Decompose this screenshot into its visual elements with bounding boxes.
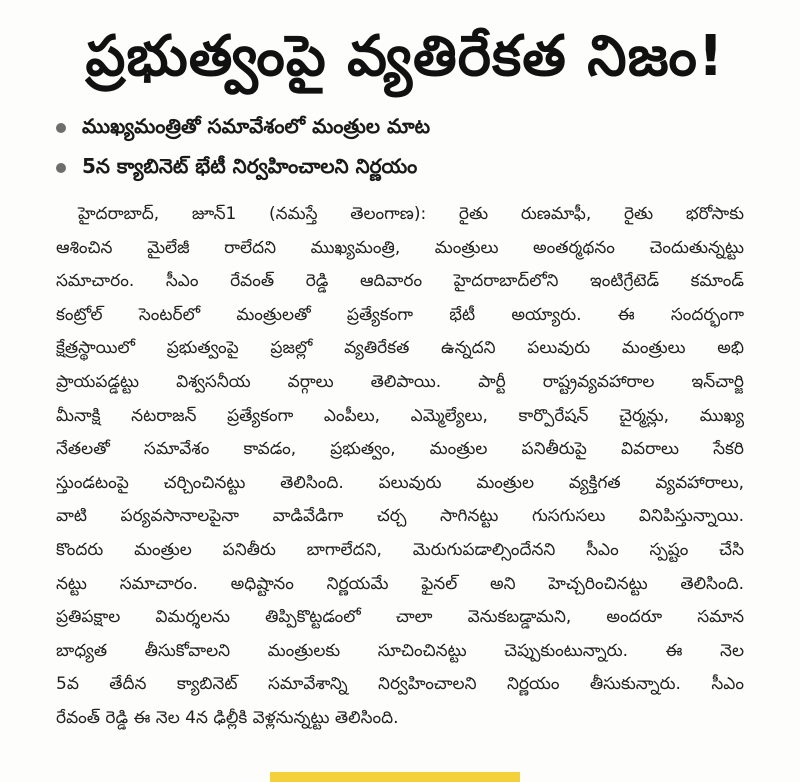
highlight-item [56,108,756,148]
headline: ప్రభుత్వంపై వ్యతిరేకత నిజం! [85,24,725,89]
highlight-text: ముఖ్యమంత్రితో సమావేశంలో మంత్రుల మాట [82,113,431,138]
highlights-list [56,108,756,188]
body-line: రేవంత్‌ రెడ్డి ఈ నెల 4న ఢిల్లీకి వెళ్లనున్నట్టు తెలిసింది. [56,707,399,728]
body-line: బాధ్యత తీసుకోవాలని మంత్రులకు సూచించినట్టు చెప్పుకుంటున్నారు. ఈ నెల [56,640,744,661]
highlight-item [56,148,756,188]
body-line: స్తుండటంపై చర్చించినట్టు తెలిసింది. పలువురు మంత్రుల వ్యక్తిగత వ్యవహారాలు, [56,472,744,493]
body-line: నట్టు సమాచారం. అధిష్టానం నిర్ణయమే ఫైనల్‌ అని హెచ్చరించినట్టు తెలిసింది. [56,573,744,594]
body-line: వాటి పర్యవసానాలపైనా వాడివేడిగా చర్చ సాగినట్టు గుసగుసలు వినిపిస్తున్నాయి. [56,506,744,527]
body-line: 5వ తేదీన క్యాబినెట్‌ సమావేశాన్ని నిర్వహించాలని నిర్ణయం తీసుకున్నారు. సీఎం [56,674,744,695]
body-line: ఆశించిన మైలేజీ రాలేదని ముఖ్యమంత్రి, మంత్రులు అంతర్మథనం చెందుతున్నట్టు [56,237,744,258]
bullet-icon [56,123,66,133]
highlight-text: 5న క్యాబినెట్‌ భేటీ నిర్వహించాలని నిర్ణయం [82,153,418,178]
body-line: ప్రాయపడ్డట్టు విశ్వసనీయ వర్గాలు తెలిపాయి. పార్టీ రాష్ట్రవ్యవహారాల ఇన్‌చార్జి [56,371,744,392]
body-line: సమాచారం. సీఎం రేవంత్‌ రెడ్డి ఆదివారం హైదరాబాద్‌లోని ఇంటిగ్రేటెడ్‌ కమాండ్‌ [56,271,744,292]
body-line: హైదరాబాద్‌, జూన్‌1 (నమస్తే తెలంగాణ): రైతు రుణమాఫీ, రైతు భరోసాకు [78,204,744,224]
body-line: క్షేత్రస్థాయిలో ప్రభుత్వంపై ప్రజల్లో వ్యతిరేకత ఉన్నదని పలువురు మంత్రులు అభి [56,338,744,359]
body-line: కొందరు మంత్రుల పనితీరు బాగాలేదని, మెరుగుపడాల్సిందేనని సీఎం స్పష్టం చేసి [56,539,744,560]
bullet-icon [56,163,66,173]
body-line: కంట్రోల్‌ సెంటర్‌లో మంత్రులతో ప్రత్యేకంగా భేటీ అయ్యారు. ఈ సందర్భంగా [56,304,744,325]
body-line: ప్రతిపక్షాల విమర్శలను తిప్పికొట్టడంలో చాలా వెనుకబడ్డామని, అందరూ సమాన [56,607,744,628]
article-body [56,198,744,736]
accent-rule [270,772,520,782]
body-line: మీనాక్షి నటరాజన్‌ ప్రత్యేకంగా ఎంపీలు, ఎమ్మెల్యేలు, కార్పొరేషన్‌ చైర్మన్లు, ముఖ్య [56,405,744,426]
body-line: నేతలతో సమావేశం కావడం, ప్రభుత్వం, మంత్రుల పనితీరుపై వివరాలు సేకరి [56,439,744,460]
